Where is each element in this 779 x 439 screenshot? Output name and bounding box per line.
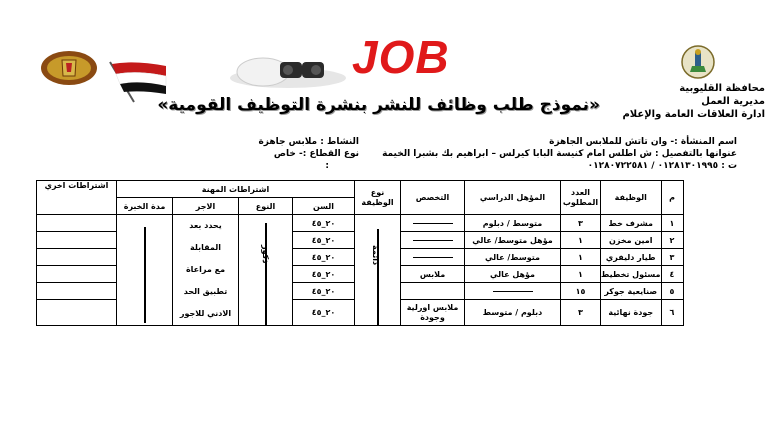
cell-other <box>37 266 117 283</box>
cell-qual: مؤهل عالي <box>465 266 561 283</box>
cell-other <box>37 232 117 249</box>
establishment-address: عنوانها بالتفصيل : ش اطلس امام كنيسة البابا كيرلس – ابراهيم بك بشبرا الخيمة <box>382 149 737 159</box>
header-conditions: اشتراطات المهنة <box>117 181 355 198</box>
cell-num: ٦ <box>661 300 683 326</box>
empty-dash <box>413 223 453 224</box>
job-type-value: دائمة <box>371 245 380 266</box>
cell-qual: متوسط / دبلوم <box>465 215 561 232</box>
cell-job: طيار دليفري <box>601 249 662 266</box>
sector-label: نوع القطاع :- خاص <box>273 149 359 159</box>
cell-gender <box>239 215 293 326</box>
cell-qual <box>465 283 561 300</box>
cell-num: ١ <box>661 215 683 232</box>
gov-line-3: ادارة العلاقات العامة والإعلام <box>622 109 765 120</box>
gov-line-1: محافظة القليوبية <box>679 83 765 94</box>
page-title-text: نموذج طلب وظائف للنشر بنشرة التوظيف القومية <box>168 95 590 115</box>
cell-count: ١ <box>561 249 601 266</box>
header-job-type-text: نوع الوظيفة <box>361 187 394 207</box>
cell-count: ٣ <box>561 300 601 326</box>
establishment-name: اسم المنشأة :- وان تاتش للملابس الجاهزة <box>549 137 737 147</box>
cell-num: ٥ <box>661 283 683 300</box>
cell-other <box>37 249 117 266</box>
header-qualification: المؤهل الدراسي <box>465 181 561 215</box>
cell-other <box>37 300 117 326</box>
job-logo-text: JOB <box>352 31 450 83</box>
jobs-table <box>36 180 684 326</box>
header-gender: النوع <box>239 198 293 215</box>
cell-count: ٣ <box>561 215 601 232</box>
binoculars-icon <box>228 48 348 90</box>
header-specialty: التخصص <box>401 181 465 215</box>
empty-dash <box>493 291 533 292</box>
cell-num: ٣ <box>661 249 683 266</box>
activity-label: النشاط : ملابس جاهزة <box>258 137 359 147</box>
gender-line <box>265 223 267 326</box>
wage-line-2: المقابلة <box>190 243 221 252</box>
cell-num: ٤ <box>661 266 683 283</box>
wage-line-4: تطبيق الحد <box>183 287 228 296</box>
cell-spec <box>401 249 465 266</box>
cell-job: صنايعية جوكر <box>601 283 662 300</box>
cell-spec <box>401 232 465 249</box>
establishment-phone: ت : ٠١٢٨١٣٠١٩٩٥ / ٠١٢٨٠٧٢٢٥٨١ <box>587 161 737 171</box>
cell-spec <box>401 283 465 300</box>
cell-other <box>37 215 117 232</box>
cell-other <box>37 283 117 300</box>
header-job: الوظيفة <box>601 181 662 215</box>
table-row <box>37 215 684 232</box>
cell-age: ٢٠_٤٥ <box>293 232 355 249</box>
cell-num: ٢ <box>661 232 683 249</box>
emblem-logo <box>40 50 98 86</box>
cell-job: مشرف خط <box>601 215 662 232</box>
cell-count: ١ <box>561 266 601 283</box>
cell-age: ٢٠_٤٥ <box>293 249 355 266</box>
header-count-text: العدد المطلوب <box>562 187 599 207</box>
cell-qual: متوسط/ عالي <box>465 249 561 266</box>
header-experience: مدة الخبرة <box>117 198 173 215</box>
governorate-emblem <box>680 44 716 80</box>
gov-line-2: مديرية العمل <box>701 96 765 107</box>
gender-value: ذكور <box>261 245 270 264</box>
cell-age: ٢٠_٤٥ <box>293 215 355 232</box>
job-type-line <box>377 229 379 326</box>
cell-job: جودة نهائية <box>601 300 662 326</box>
header-age: السن <box>293 198 355 215</box>
cell-count: ١٥ <box>561 283 601 300</box>
wage-line-3: مع مراعاة <box>185 265 226 274</box>
header-other: اشتراطات اخري <box>37 181 117 215</box>
empty-dash <box>413 257 453 258</box>
cell-age: ٢٠_٤٥ <box>293 266 355 283</box>
cell-count: ١ <box>561 232 601 249</box>
cell-wage <box>173 215 239 326</box>
header-count <box>561 181 601 215</box>
empty-dash <box>413 240 453 241</box>
cell-experience <box>117 215 173 326</box>
cell-qual: دبلوم / متوسط <box>465 300 561 326</box>
cell-job-type <box>355 215 401 326</box>
cell-spec: ملابس <box>401 266 465 283</box>
cell-age: ٢٠_٤٥ <box>293 283 355 300</box>
establishment-info <box>382 136 737 172</box>
activity-info <box>258 136 359 172</box>
cell-job: مسئول تخطيط <box>601 266 662 283</box>
cell-job: امين مخزن <box>601 232 662 249</box>
cell-age: ٢٠_٤٥ <box>293 300 355 326</box>
header-num: م <box>661 181 683 215</box>
cell-spec <box>401 215 465 232</box>
cell-spec: ملابس اورلية وجودة <box>401 300 465 326</box>
experience-line <box>144 227 146 323</box>
wage-line-5: الادني للاجور <box>179 309 232 318</box>
page-title: «نموذج طلب وظائف للنشر بنشرة التوظيف القومية» <box>157 95 600 115</box>
cell-qual: مؤهل متوسط/ عالي <box>465 232 561 249</box>
governorate-header <box>622 82 765 121</box>
header-job-type <box>355 181 401 215</box>
header-wage: الاجر <box>173 198 239 215</box>
sector-extra: : <box>325 161 329 171</box>
wage-line-1: يحدد بعد <box>189 221 222 230</box>
